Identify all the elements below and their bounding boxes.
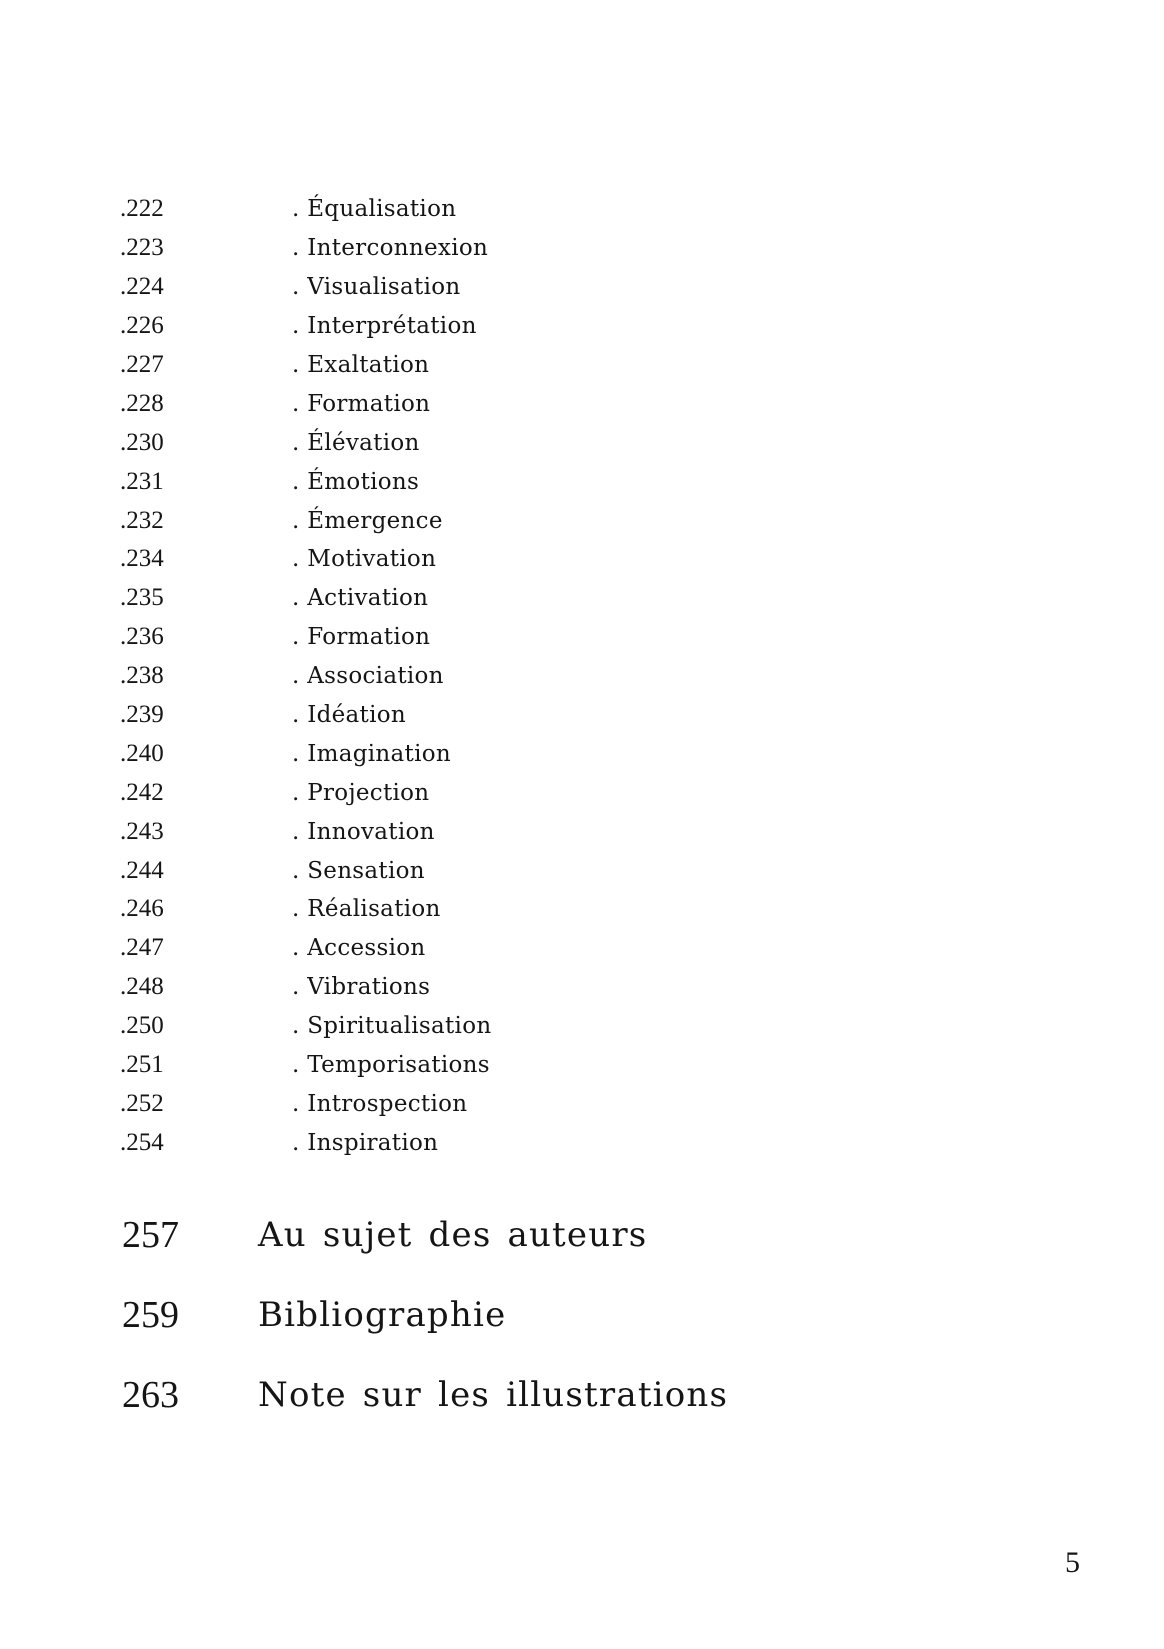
- toc-sub-entry: [120, 501, 491, 540]
- toc-sub-entry-title: . Activation: [292, 585, 429, 612]
- toc-main-entry: [122, 1355, 728, 1435]
- toc-sub-entry-title: . Interconnexion: [292, 235, 489, 262]
- toc-main-entries: [122, 1195, 728, 1435]
- toc-sub-entry-page: .226: [120, 312, 164, 340]
- toc-main-entry-title: Au sujet des auteurs: [258, 1215, 648, 1255]
- toc-sub-entry-title: . Idéation: [292, 702, 407, 729]
- toc-sub-entry-title: . Association: [292, 663, 444, 690]
- toc-sub-entries: [120, 190, 491, 1162]
- toc-sub-entry-page: .252: [120, 1089, 164, 1117]
- toc-sub-entry-title: . Accession: [292, 935, 426, 962]
- toc-sub-entry: [120, 346, 491, 385]
- toc-sub-entry: [120, 462, 491, 501]
- toc-sub-entry: [120, 579, 491, 618]
- toc-sub-entry-title: . Émergence: [292, 507, 443, 534]
- toc-sub-entry-page: .228: [120, 389, 164, 417]
- toc-sub-entry-page: .235: [120, 584, 164, 612]
- toc-sub-entry: [120, 229, 491, 268]
- toc-sub-entry-page: .242: [120, 778, 164, 806]
- toc-sub-entry-page: .231: [120, 467, 164, 495]
- toc-sub-entry: [120, 384, 491, 423]
- toc-sub-entry: [120, 968, 491, 1007]
- toc-main-entry-title: Bibliographie: [258, 1295, 507, 1335]
- toc-sub-entry: [120, 540, 491, 579]
- toc-sub-entry-page: .246: [120, 895, 164, 923]
- toc-sub-entry-title: . Réalisation: [292, 896, 441, 923]
- toc-sub-entry-title: . Spiritualisation: [292, 1013, 492, 1040]
- toc-sub-entry: [120, 1123, 491, 1162]
- toc-sub-entry-title: . Exaltation: [292, 352, 430, 378]
- toc-sub-entry-page: .244: [120, 856, 164, 884]
- toc-main-entry-page: 259: [122, 1294, 179, 1336]
- toc-sub-entry-page: .238: [120, 662, 164, 690]
- toc-sub-entry-title: . Innovation: [292, 818, 435, 845]
- toc-sub-entry-page: .224: [120, 273, 164, 301]
- toc-sub-entry-title: . Visualisation: [292, 274, 461, 301]
- toc-sub-entry: [120, 618, 491, 657]
- toc-main-entry: [122, 1275, 728, 1355]
- toc-sub-entry-title: . Motivation: [292, 546, 437, 573]
- toc-sub-entry-page: .250: [120, 1012, 164, 1040]
- toc-sub-entry-title: . Vibrations: [292, 974, 431, 1001]
- toc-sub-entry-page: .227: [120, 351, 164, 378]
- toc-sub-entry-title: . Imagination: [292, 740, 451, 767]
- toc-sub-entry: [120, 1084, 491, 1123]
- toc-sub-entry: [120, 812, 491, 851]
- toc-sub-entry: [120, 423, 491, 462]
- toc-sub-entry-page: .248: [120, 973, 164, 1001]
- toc-sub-entry-title: . Temporisations: [292, 1052, 490, 1079]
- toc-sub-entry-title: . Équalisation: [292, 196, 457, 223]
- toc-main-entry: [122, 1195, 728, 1275]
- toc-sub-entry-page: .230: [120, 428, 164, 456]
- toc-sub-entry-title: . Émotions: [292, 468, 420, 495]
- toc-sub-entry-title: . Introspection: [292, 1090, 468, 1117]
- toc-main-entry-title: Note sur les illustrations: [258, 1375, 729, 1415]
- toc-sub-entry-title: . Interprétation: [292, 313, 477, 340]
- toc-sub-entry-page: .232: [120, 506, 164, 534]
- toc-sub-entry: [120, 268, 491, 307]
- toc-sub-entry-page: .243: [120, 817, 164, 845]
- toc-main-entry-page: 263: [122, 1374, 179, 1416]
- toc-sub-entry: [120, 929, 491, 968]
- toc-sub-entry: [120, 890, 491, 929]
- toc-sub-entry-page: .222: [120, 195, 164, 223]
- toc-sub-entry-title: . Formation: [292, 390, 431, 417]
- toc-sub-entry-page: .251: [120, 1051, 164, 1079]
- toc-sub-entry: [120, 734, 491, 773]
- toc-sub-entry: [120, 657, 491, 696]
- toc-sub-entry: [120, 190, 491, 229]
- toc-sub-entry-page: .239: [120, 701, 164, 729]
- toc-sub-entry-page: .234: [120, 545, 164, 573]
- toc-sub-entry-title: . Sensation: [292, 857, 425, 884]
- toc-sub-entry-page: .254: [120, 1128, 164, 1156]
- toc-sub-entry-title: . Formation: [292, 624, 431, 651]
- toc-main-entry-page: 257: [122, 1214, 179, 1256]
- toc-sub-entry: [120, 1007, 491, 1046]
- toc-sub-entry: [120, 1046, 491, 1085]
- toc-sub-entry-title: . Élévation: [292, 429, 420, 456]
- toc-sub-entry-page: .236: [120, 623, 164, 651]
- toc-sub-entry: [120, 773, 491, 812]
- toc-sub-entry-title: . Inspiration: [292, 1129, 439, 1156]
- toc-sub-entry: [120, 851, 491, 890]
- page-number: 5: [1065, 1546, 1080, 1579]
- toc-sub-entry-page: .240: [120, 739, 164, 767]
- toc-sub-entry-title: . Projection: [292, 779, 430, 806]
- toc-sub-entry: [120, 307, 491, 346]
- toc-sub-entry-page: .223: [120, 234, 164, 262]
- toc-sub-entry: [120, 696, 491, 735]
- toc-sub-entry-page: .247: [120, 934, 164, 962]
